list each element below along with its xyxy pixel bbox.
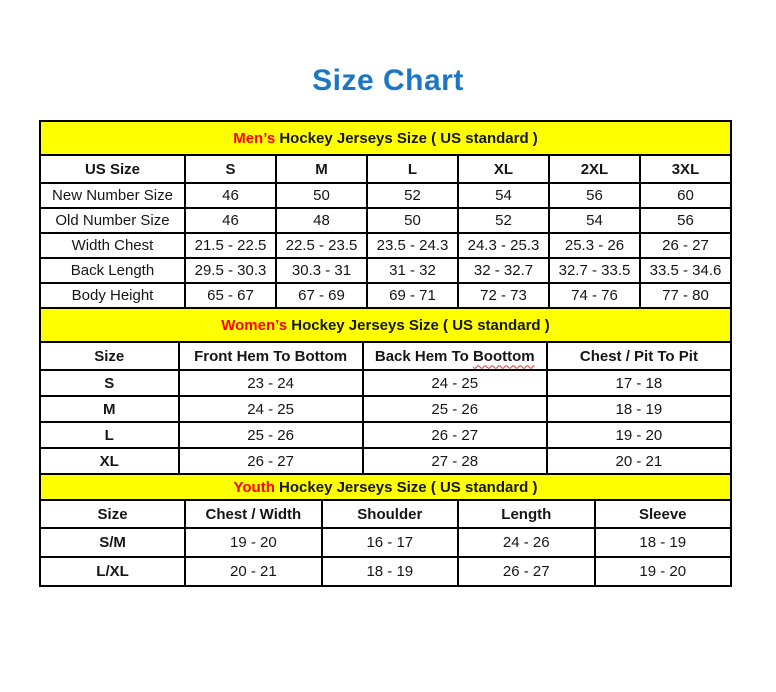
womens-banner xyxy=(40,308,731,342)
misspelled-word: Boottom xyxy=(472,347,535,365)
size-value-cell: 24 - 25 xyxy=(363,370,547,396)
size-value-cell: 20 - 21 xyxy=(547,448,731,474)
mens-col-header-0: US Size xyxy=(40,155,185,183)
size-value-cell: 54 xyxy=(458,183,549,208)
row-label: L xyxy=(40,422,179,448)
size-value-cell: 23.5 - 24.3 xyxy=(367,233,458,258)
mens-col-header-6: 3XL xyxy=(640,155,731,183)
mens-banner-highlight-text: Men’s xyxy=(233,129,276,147)
size-value-cell: 24 - 26 xyxy=(458,528,594,557)
mens-col-header-5: 2XL xyxy=(549,155,640,183)
mens-col-header-1: S xyxy=(185,155,276,183)
size-value-cell: 72 - 73 xyxy=(458,283,549,308)
size-value-cell: 23 - 24 xyxy=(179,370,363,396)
size-value-cell: 69 - 71 xyxy=(367,283,458,308)
size-value-cell: 22.5 - 23.5 xyxy=(276,233,367,258)
size-value-cell: 18 - 19 xyxy=(322,557,458,586)
size-value-cell: 32.7 - 33.5 xyxy=(549,258,640,283)
size-value-cell: 26 - 27 xyxy=(363,422,547,448)
size-value-cell: 27 - 28 xyxy=(363,448,547,474)
size-value-cell: 77 - 80 xyxy=(640,283,731,308)
womens-banner-highlight-text: Women’s xyxy=(221,316,288,334)
womens-col-header-3: Chest / Pit To Pit xyxy=(547,342,731,370)
size-value-cell: 48 xyxy=(276,208,367,233)
youth-col-header-0: Size xyxy=(40,500,185,528)
womens-col-header-0: Size xyxy=(40,342,179,370)
size-value-cell: 32 - 32.7 xyxy=(458,258,549,283)
youth-banner xyxy=(40,474,731,500)
womens-col-header-2: Back Hem To Boottom xyxy=(363,342,547,370)
size-value-cell: 16 - 17 xyxy=(322,528,458,557)
size-value-cell: 26 - 27 xyxy=(640,233,731,258)
mens-size-table xyxy=(39,120,732,309)
size-value-cell: 29.5 - 30.3 xyxy=(185,258,276,283)
mens-banner-row xyxy=(40,121,731,155)
womens-size-table xyxy=(39,307,732,475)
size-value-cell: 21.5 - 22.5 xyxy=(185,233,276,258)
size-tables-container xyxy=(39,120,732,587)
row-label: Body Height xyxy=(40,283,185,308)
size-value-cell: 20 - 21 xyxy=(185,557,321,586)
mens-banner-text: Hockey Jerseys Size ( US standard ) xyxy=(275,129,538,147)
size-value-cell: 25.3 - 26 xyxy=(549,233,640,258)
mens-header-row xyxy=(40,155,731,183)
size-value-cell: 74 - 76 xyxy=(549,283,640,308)
size-value-cell: 67 - 69 xyxy=(276,283,367,308)
mens-row-old-number-size xyxy=(40,208,731,233)
mens-row-body-height xyxy=(40,283,731,308)
size-value-cell: 24.3 - 25.3 xyxy=(458,233,549,258)
row-label: New Number Size xyxy=(40,183,185,208)
size-value-cell: 56 xyxy=(640,208,731,233)
womens-row-xl xyxy=(40,448,731,474)
womens-header-row xyxy=(40,342,731,370)
size-value-cell: 18 - 19 xyxy=(547,396,731,422)
page-title: Size Chart xyxy=(312,64,464,97)
size-value-cell: 56 xyxy=(549,183,640,208)
mens-row-back-length xyxy=(40,258,731,283)
row-label: L/XL xyxy=(40,557,185,586)
youth-header-row xyxy=(40,500,731,528)
womens-row-l xyxy=(40,422,731,448)
womens-col-header-1: Front Hem To Bottom xyxy=(179,342,363,370)
size-value-cell: 24 - 25 xyxy=(179,396,363,422)
youth-row-s-m xyxy=(40,528,731,557)
mens-col-header-2: M xyxy=(276,155,367,183)
size-value-cell: 52 xyxy=(367,183,458,208)
size-value-cell: 19 - 20 xyxy=(595,557,731,586)
row-label: Width Chest xyxy=(40,233,185,258)
size-value-cell: 46 xyxy=(185,183,276,208)
size-value-cell: 18 - 19 xyxy=(595,528,731,557)
mens-col-header-3: L xyxy=(367,155,458,183)
size-value-cell: 52 xyxy=(458,208,549,233)
size-value-cell: 26 - 27 xyxy=(179,448,363,474)
size-value-cell: 65 - 67 xyxy=(185,283,276,308)
size-value-cell: 54 xyxy=(549,208,640,233)
row-label: Back Length xyxy=(40,258,185,283)
size-value-cell: 26 - 27 xyxy=(458,557,594,586)
row-label: S/M xyxy=(40,528,185,557)
mens-banner xyxy=(40,121,731,155)
size-value-cell: 25 - 26 xyxy=(179,422,363,448)
mens-row-new-number-size xyxy=(40,183,731,208)
size-value-cell: 46 xyxy=(185,208,276,233)
size-value-cell: 17 - 18 xyxy=(547,370,731,396)
mens-col-header-4: XL xyxy=(458,155,549,183)
youth-size-table xyxy=(39,473,732,587)
mens-row-width-chest xyxy=(40,233,731,258)
size-value-cell: 19 - 20 xyxy=(185,528,321,557)
row-label: S xyxy=(40,370,179,396)
womens-row-m xyxy=(40,396,731,422)
size-value-cell: 30.3 - 31 xyxy=(276,258,367,283)
row-label: Old Number Size xyxy=(40,208,185,233)
size-value-cell: 50 xyxy=(276,183,367,208)
size-value-cell: 50 xyxy=(367,208,458,233)
youth-col-header-1: Chest / Width xyxy=(185,500,321,528)
size-value-cell: 60 xyxy=(640,183,731,208)
youth-row-l-xl xyxy=(40,557,731,586)
youth-banner-highlight-text: Youth xyxy=(233,478,275,496)
youth-banner-row xyxy=(40,474,731,500)
womens-row-s xyxy=(40,370,731,396)
size-value-cell: 19 - 20 xyxy=(547,422,731,448)
youth-col-header-3: Length xyxy=(458,500,594,528)
size-value-cell: 31 - 32 xyxy=(367,258,458,283)
youth-col-header-2: Shoulder xyxy=(322,500,458,528)
youth-col-header-4: Sleeve xyxy=(595,500,731,528)
womens-banner-row xyxy=(40,308,731,342)
size-value-cell: 25 - 26 xyxy=(363,396,547,422)
size-value-cell: 33.5 - 34.6 xyxy=(640,258,731,283)
row-label: M xyxy=(40,396,179,422)
row-label: XL xyxy=(40,448,179,474)
youth-banner-text: Hockey Jerseys Size ( US standard ) xyxy=(274,478,538,496)
womens-banner-text: Hockey Jerseys Size ( US standard ) xyxy=(287,316,550,334)
